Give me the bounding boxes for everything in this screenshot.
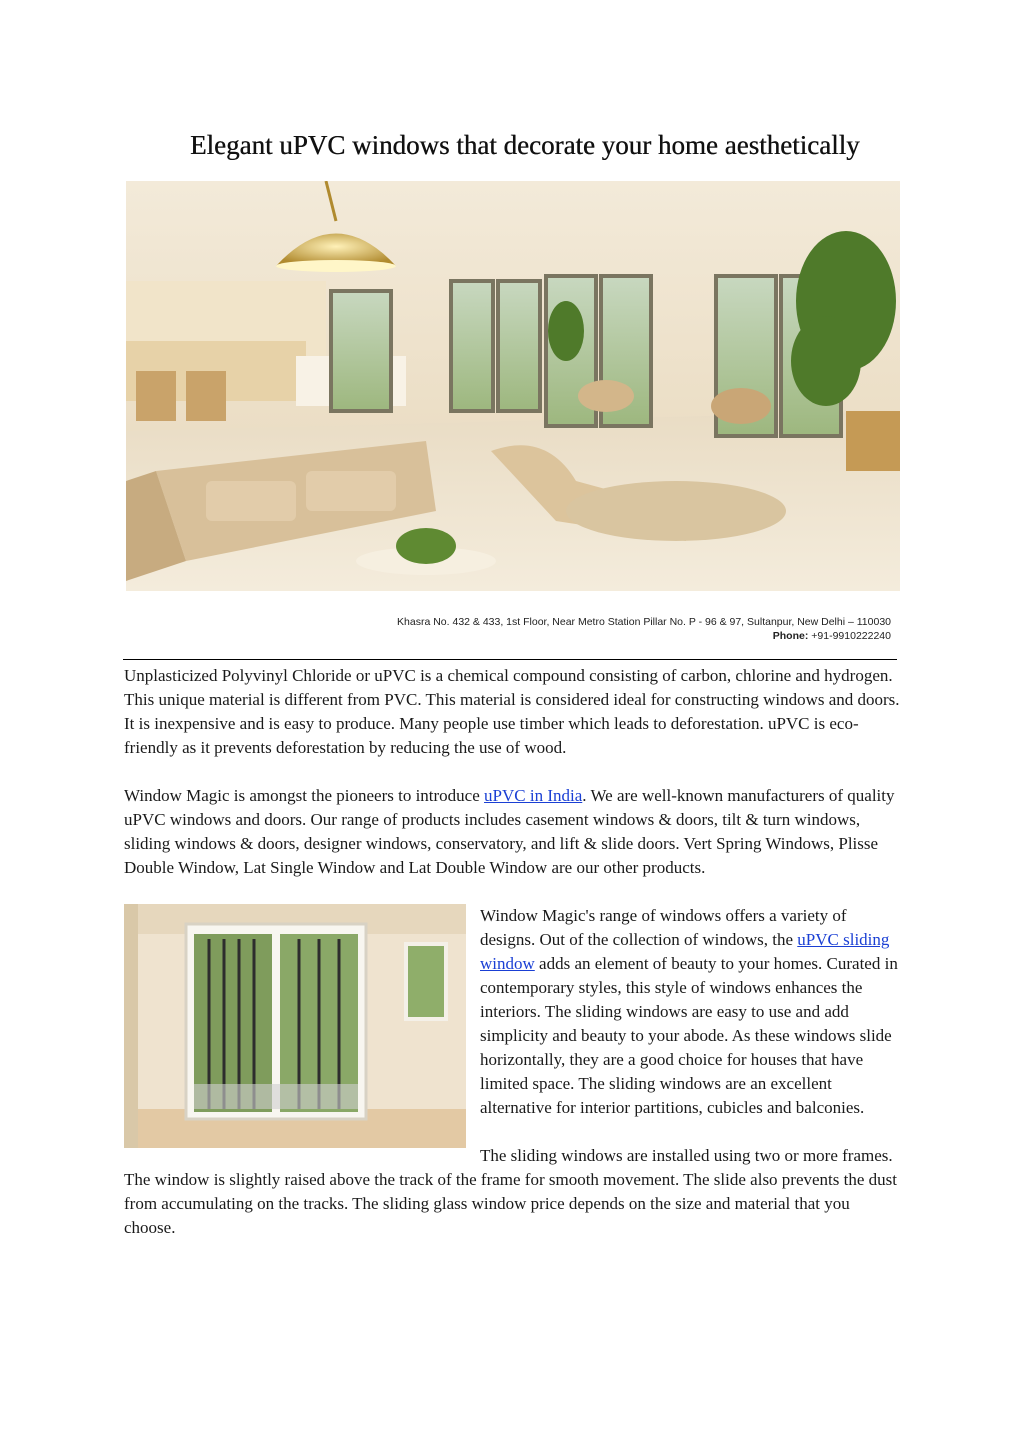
paragraph-products [124, 784, 900, 880]
phone-value: +91-9910222240 [811, 630, 891, 642]
paragraph-intro: Unplasticized Polyvinyl Chloride or uPVC is a chemical compound consisting of carbon, chlorine and hydrogen. This unique material is different from PVC. This material is considered ideal for constructing windows and doors. It is inexpensive and is easy to produce. Many people use timber which leads to deforestation. uPVC is eco-friendly as it prevents deforestation by reducing the use of wood. [124, 666, 900, 757]
upvc-sliding-window-link[interactable]: uPVC sliding window [480, 930, 890, 973]
paragraph-sliding-text-2: adds an element of beauty to your homes. Curated in contemporary styles, this style of windows enhances the interiors. The sliding windows are easy to use and add simplicity and beauty to your abode. As these windows slide horizontally, they are a good choice for houses that have limited space. The sliding windows are an excellent alternative for interior partitions, cubicles and balconies. [480, 954, 898, 1117]
living-room-photo-icon [126, 181, 900, 591]
paragraph-installation: The sliding windows are installed using two or more frames. The window is slightly raised above the track of the frame for smooth movement. The slide also prevents the dust from accumulating on the tracks. The sliding glass window price depends on the size and material that you choose. [124, 1146, 898, 1237]
contact-address: Khasra No. 432 & 433, 1st Floor, Near Metro Station Pillar No. P - 96 & 97, Sultanpur, New Delhi – 110030 [397, 616, 891, 628]
phone-label: Phone: [772, 630, 809, 642]
page-title: Elegant uPVC windows that decorate your home aesthetically [190, 130, 860, 160]
upvc-in-india-link[interactable]: uPVC in India [484, 786, 583, 805]
divider [123, 659, 897, 660]
sliding-window-photo-icon [124, 904, 466, 1148]
paragraph-sliding-text-1: Window Magic's range of windows offers a variety of designs. Out of the collection of windows, the [480, 906, 847, 949]
sliding-window-image [124, 904, 466, 1148]
paragraph-products-text-1: Window Magic is amongst the pioneers to introduce [124, 786, 485, 805]
hero-image [126, 181, 900, 591]
article-body [124, 664, 900, 1264]
contact-block [191, 615, 891, 643]
contact-phone [191, 629, 891, 643]
paragraph-sliding [124, 904, 900, 1120]
paragraph-products-text-2: . We are well-known manufacturers of quality uPVC windows and doors. Our range of products includes casement windows & doors, tilt & turn windows, sliding windows & doors, designer windows, conservatory, and lift & slide doors. Vert Spring Windows, Plisse Double Window, Lat Single Window and Lat Double Window are our other products. [124, 786, 895, 877]
